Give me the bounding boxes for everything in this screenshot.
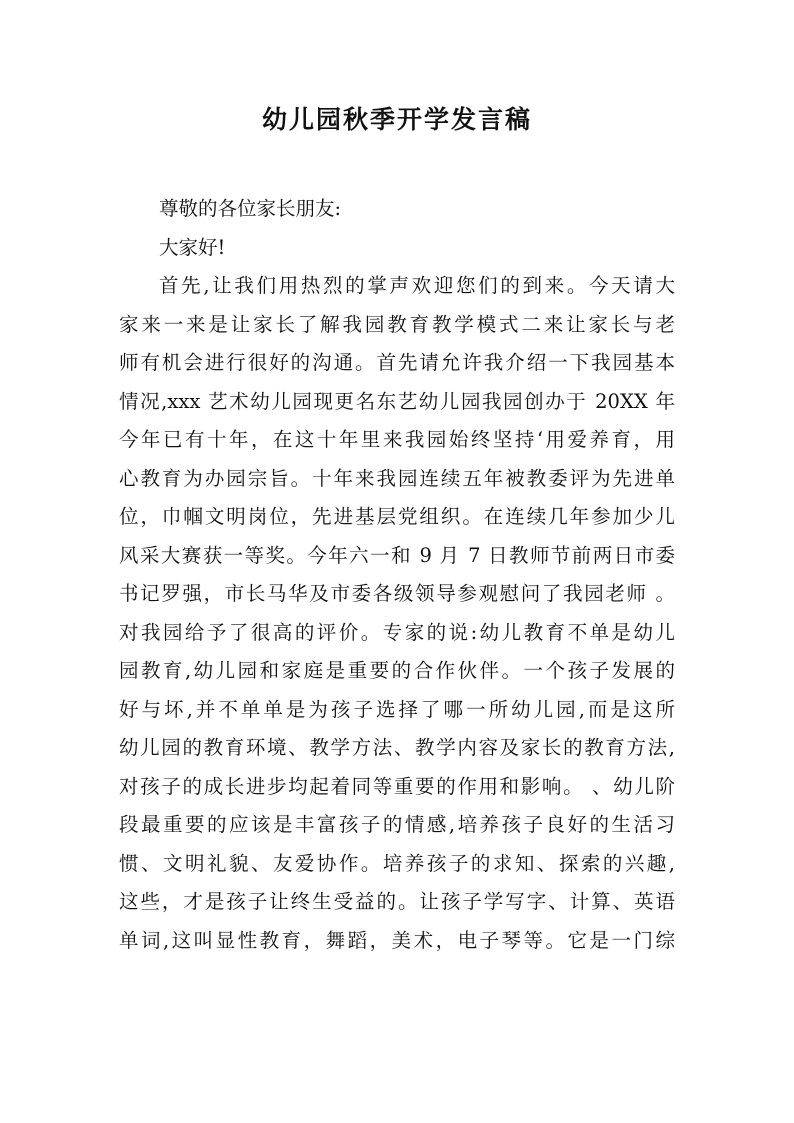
- body-line: 这些，才是孩子让终生受益的。让孩子学写字、计算、英语: [119, 890, 675, 913]
- salutation-line: 尊敬的各位家长朋友:: [159, 197, 342, 220]
- body-line: 幼儿园的教育环境、教学方法、教学内容及家长的教育方法,: [119, 736, 675, 759]
- body-line: 家来一来是让家长了解我园教育教学模式二来让家长与老: [119, 312, 675, 336]
- document-body: [119, 190, 675, 960]
- body-line: 首先,让我们用热烈的掌声欢迎您们的到来。今天请大: [159, 274, 675, 297]
- body-line: 惯、文明礼貌、友爱协作。培养孩子的求知、探索的兴趣,: [119, 851, 675, 875]
- body-line: 心教育为办园宗旨。十年来我园连续五年被教委评为先进单: [119, 466, 675, 490]
- body-line: 今年已有十年，在这十年里来我园始终坚持‘用爱养育，用: [119, 428, 675, 451]
- body-line: 园教育,幼儿园和家庭是重要的合作伙伴。一个孩子发展的: [119, 659, 675, 682]
- body-line: 师有机会进行很好的沟通。首先请允许我介绍一下我园基本: [119, 351, 675, 374]
- body-line: 风采大赛获一等奖。今年六一和 9 月 7 日教师节前两日市委: [119, 543, 675, 567]
- body-line: 段最重要的应该是丰富孩子的情感,培养孩子良好的生活习: [119, 813, 675, 836]
- body-line: 情况,xxx 艺术幼儿园现更名东艺幼儿园我园创办于 20XX 年: [119, 389, 675, 413]
- body-line: 对孩子的成长进步均起着同等重要的作用和影响。 、幼儿阶: [119, 774, 675, 798]
- body-line: 好与坏,并不单单是为孩子选择了哪一所幼儿园,而是这所: [119, 697, 675, 721]
- greeting-line: 大家好!: [159, 235, 226, 259]
- body-line: 书记罗强，市长马华及市委各级领导参观慰问了我园老师 。: [119, 582, 675, 605]
- document-title: 幼儿园秋季开学发言稿: [261, 105, 532, 134]
- body-line: 位，巾帼文明岗位，先进基层党组织。在连续几年参加少儿: [119, 505, 675, 528]
- body-line: 单词,这叫显性教育，舞蹈，美术，电子琴等。它是一门综: [119, 928, 675, 952]
- body-line: 对我园给予了很高的评价。专家的说:幼儿教育不单是幼儿: [119, 620, 675, 644]
